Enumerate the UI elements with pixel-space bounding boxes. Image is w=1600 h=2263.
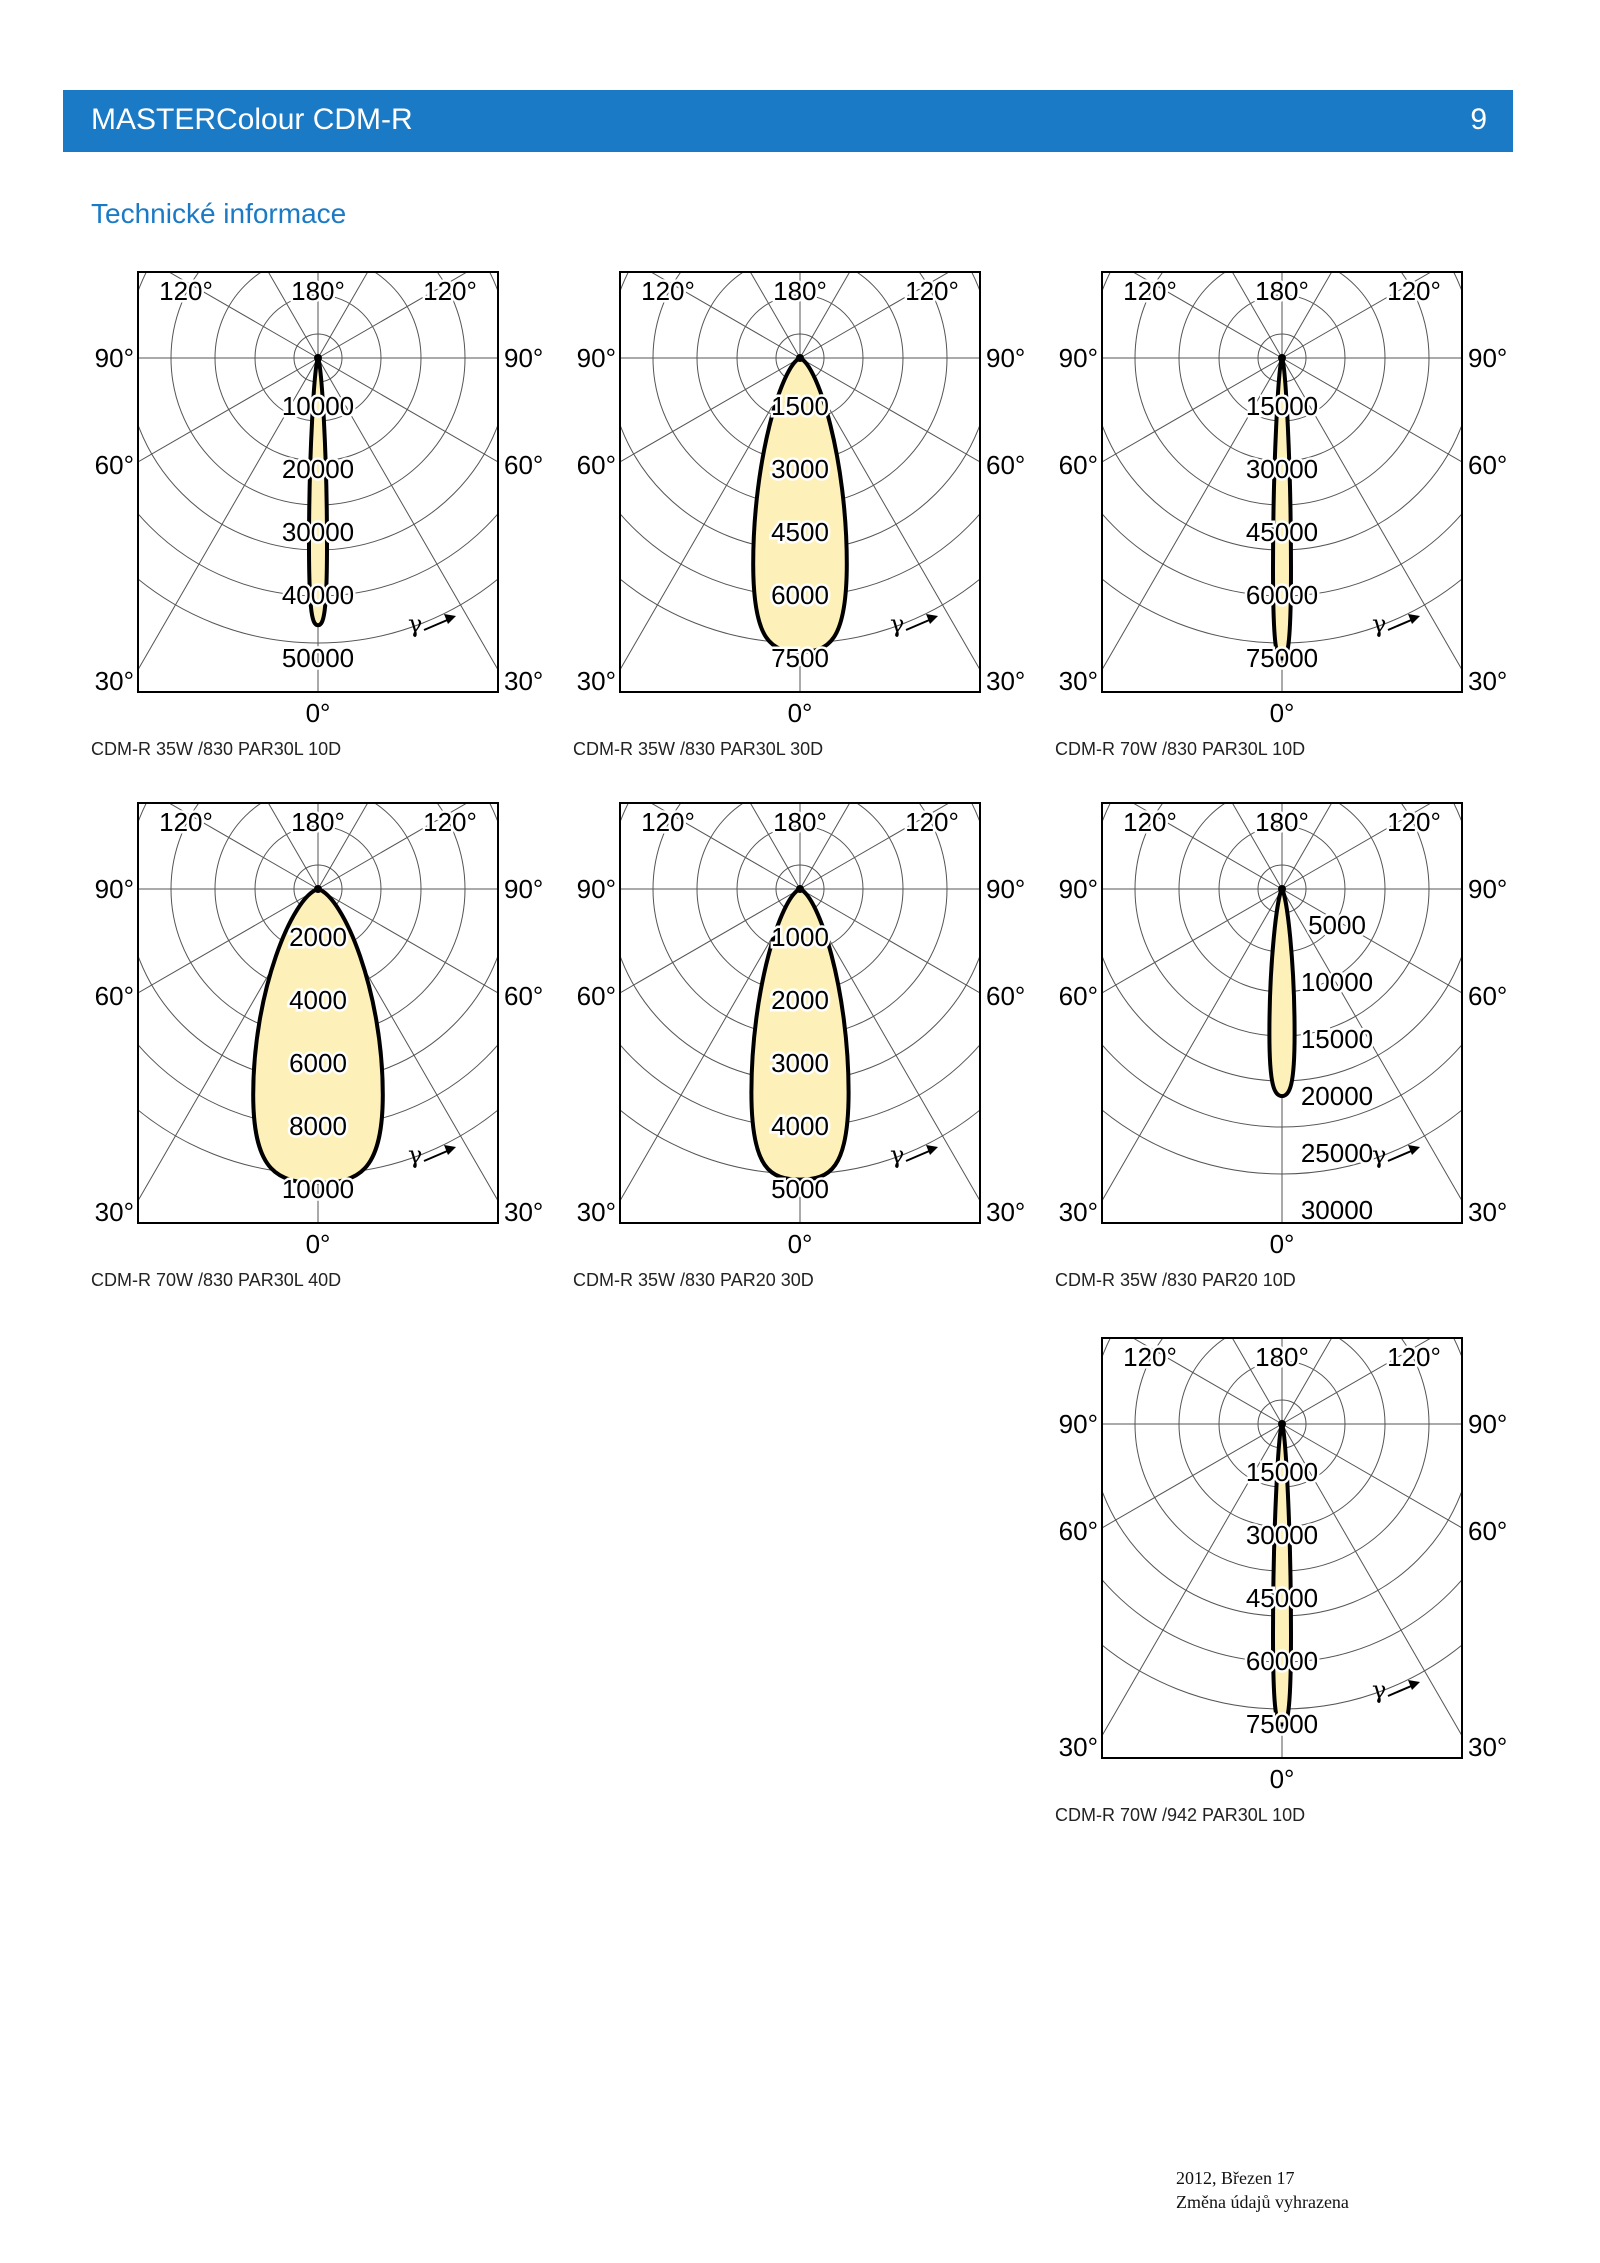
intensity-label: 30000	[1245, 454, 1319, 484]
angle-label-right-90: 90°	[1468, 874, 1508, 904]
grid-ray	[1282, 0, 1600, 358]
lamp-center	[314, 885, 322, 893]
angle-label-left-60: 60°	[1058, 450, 1098, 480]
angle-label-right-30: 30°	[1468, 1732, 1508, 1762]
lamp-center	[1278, 885, 1286, 893]
angle-label-right-90: 90°	[1468, 1409, 1508, 1439]
intensity-label: 5000	[771, 1174, 829, 1204]
angle-label-bottom: 0°	[787, 1229, 813, 1259]
intensity-label: 40000	[281, 580, 355, 610]
angle-label-top-center: 180°	[773, 276, 827, 306]
intensity-label: 30000	[1245, 1520, 1319, 1550]
grid-ray	[0, 358, 318, 758]
intensity-label: 3000	[771, 454, 829, 484]
polar-diagram-svg	[560, 793, 1026, 1259]
angle-label-right-90: 90°	[504, 343, 544, 373]
polar-diagram-svg	[1042, 793, 1508, 1259]
angle-label-top-left: 120°	[159, 807, 213, 837]
angle-label-right-30: 30°	[504, 1197, 544, 1227]
angle-label-left-60: 60°	[94, 450, 134, 480]
angle-label-top-left: 120°	[1123, 1342, 1177, 1372]
intensity-label: 2000	[289, 922, 347, 952]
angle-label-left-30: 30°	[1058, 1732, 1098, 1762]
grid-ray	[1282, 1424, 1600, 2117]
angle-label-top-left: 120°	[641, 807, 695, 837]
angle-label-left-90: 90°	[94, 343, 134, 373]
intensity-label: 15000	[1300, 1024, 1374, 1054]
angle-label-top-right: 120°	[1387, 807, 1441, 837]
angle-label-bottom: 0°	[787, 698, 813, 728]
angle-label-bottom: 0°	[305, 1229, 331, 1259]
angle-label-right-30: 30°	[986, 666, 1026, 696]
polar-diagram-svg	[1042, 1328, 1508, 1794]
intensity-label: 30000	[1300, 1195, 1374, 1225]
intensity-label: 10000	[281, 391, 355, 421]
intensity-label: 6000	[771, 580, 829, 610]
gamma-arrowhead	[1408, 1680, 1420, 1690]
grid-ray	[1282, 1424, 1600, 1824]
angle-label-left-60: 60°	[1058, 981, 1098, 1011]
intensity-label: 1000	[771, 922, 829, 952]
angle-label-right-90: 90°	[504, 874, 544, 904]
angle-label-bottom: 0°	[305, 698, 331, 728]
intensity-label: 7500	[771, 643, 829, 673]
angle-label-top-center: 180°	[1255, 807, 1309, 837]
polar-diagram-svg	[78, 793, 544, 1259]
beam-shape	[1269, 889, 1294, 1096]
angle-label-right-30: 30°	[1468, 1197, 1508, 1227]
angle-label-right-60: 60°	[504, 450, 544, 480]
section-title: Technické informace	[91, 198, 347, 229]
light-distribution-diagram	[1042, 1328, 1508, 1794]
gamma-symbol: γ	[1372, 610, 1387, 638]
angle-label-top-center: 180°	[291, 807, 345, 837]
intensity-label: 25000	[1300, 1138, 1374, 1168]
intensity-label: 75000	[1245, 1709, 1319, 1739]
angle-label-right-60: 60°	[986, 981, 1026, 1011]
angle-label-right-90: 90°	[986, 343, 1026, 373]
lamp-center	[796, 885, 804, 893]
lamp-center	[314, 354, 322, 362]
header-bar	[63, 90, 1513, 152]
gamma-arrowhead	[1408, 1145, 1420, 1155]
intensity-label: 8000	[289, 1111, 347, 1141]
intensity-label: 45000	[1245, 1583, 1319, 1613]
gamma-symbol: γ	[1372, 1141, 1387, 1169]
footer-disclaimer: Změna údajů vyhrazena	[1176, 2192, 1349, 2212]
angle-label-left-90: 90°	[576, 874, 616, 904]
angle-label-right-90: 90°	[1468, 343, 1508, 373]
angle-label-right-60: 60°	[504, 981, 544, 1011]
angle-label-top-center: 180°	[1255, 1342, 1309, 1372]
angle-label-left-30: 30°	[94, 1197, 134, 1227]
diagram-caption: CDM-R 70W /830 PAR30L 40D	[91, 1270, 342, 1290]
light-distribution-diagram	[560, 793, 1026, 1259]
angle-label-left-90: 90°	[1058, 1409, 1098, 1439]
angle-label-left-30: 30°	[94, 666, 134, 696]
angle-label-right-30: 30°	[986, 1197, 1026, 1227]
intensity-label: 3000	[771, 1048, 829, 1078]
angle-label-left-30: 30°	[1058, 666, 1098, 696]
light-distribution-diagram	[78, 793, 544, 1259]
light-distribution-diagram	[1042, 262, 1508, 728]
angle-label-top-right: 120°	[1387, 1342, 1441, 1372]
intensity-label: 60000	[1245, 1646, 1319, 1676]
lamp-center	[1278, 1420, 1286, 1428]
lamp-center	[796, 354, 804, 362]
lamp-center	[1278, 354, 1286, 362]
intensity-label: 4000	[771, 1111, 829, 1141]
light-distribution-diagram	[78, 262, 544, 728]
intensity-label: 45000	[1245, 517, 1319, 547]
intensity-label: 10000	[281, 1174, 355, 1204]
footer	[1176, 2166, 1349, 2214]
gamma-arrowhead	[926, 1145, 938, 1155]
angle-label-top-left: 120°	[1123, 807, 1177, 837]
gamma-symbol: γ	[1372, 1676, 1387, 1704]
angle-label-top-left: 120°	[1123, 276, 1177, 306]
gamma-arrowhead	[444, 614, 456, 624]
gamma-arrowhead	[444, 1145, 456, 1155]
intensity-label: 50000	[281, 643, 355, 673]
grid-ray	[589, 1424, 1282, 1824]
angle-label-right-90: 90°	[986, 874, 1026, 904]
diagram-caption: CDM-R 70W /830 PAR30L 10D	[1055, 739, 1306, 759]
diagram-caption: CDM-R 35W /830 PAR20 10D	[1055, 1270, 1296, 1290]
angle-label-top-left: 120°	[159, 276, 213, 306]
polar-diagram-svg	[1042, 262, 1508, 728]
angle-label-left-60: 60°	[1058, 1516, 1098, 1546]
angle-label-left-90: 90°	[94, 874, 134, 904]
page-number: 9	[1470, 103, 1487, 136]
light-distribution-diagram	[1042, 793, 1508, 1259]
angle-label-left-90: 90°	[1058, 874, 1098, 904]
diagram-caption: CDM-R 70W /942 PAR30L 10D	[1055, 1805, 1306, 1825]
angle-label-top-center: 180°	[773, 807, 827, 837]
document-title: MASTERColour CDM-R	[91, 103, 413, 136]
intensity-label: 60000	[1245, 580, 1319, 610]
intensity-label: 30000	[281, 517, 355, 547]
gamma-arrowhead	[1408, 614, 1420, 624]
intensity-label: 1500	[771, 391, 829, 421]
diagram-caption: CDM-R 35W /830 PAR30L 10D	[91, 739, 342, 759]
intensity-label: 15000	[1245, 391, 1319, 421]
intensity-label: 10000	[1300, 967, 1374, 997]
footer-date: 2012, Březen 17	[1176, 2168, 1295, 2188]
intensity-label: 20000	[281, 454, 355, 484]
intensity-label: 15000	[1245, 1457, 1319, 1487]
angle-label-bottom: 0°	[1269, 1764, 1295, 1794]
angle-label-left-30: 30°	[576, 1197, 616, 1227]
grid-ray	[1282, 358, 1600, 758]
intensity-label: 4500	[771, 517, 829, 547]
angle-label-left-60: 60°	[576, 981, 616, 1011]
angle-label-bottom: 0°	[1269, 1229, 1295, 1259]
angle-label-left-30: 30°	[1058, 1197, 1098, 1227]
angle-label-top-right: 120°	[905, 807, 959, 837]
angle-label-right-30: 30°	[1468, 666, 1508, 696]
angle-label-left-60: 60°	[576, 450, 616, 480]
intensity-label: 20000	[1300, 1081, 1374, 1111]
angle-label-top-right: 120°	[1387, 276, 1441, 306]
intensity-label: 2000	[771, 985, 829, 1015]
angle-label-left-90: 90°	[1058, 343, 1098, 373]
angle-label-right-60: 60°	[1468, 1516, 1508, 1546]
gamma-symbol: γ	[890, 610, 905, 638]
polar-diagram-svg	[78, 262, 544, 728]
angle-label-left-60: 60°	[94, 981, 134, 1011]
intensity-label: 75000	[1245, 643, 1319, 673]
angle-label-top-center: 180°	[291, 276, 345, 306]
intensity-label: 4000	[289, 985, 347, 1015]
diagram-caption: CDM-R 35W /830 PAR20 30D	[573, 1270, 814, 1290]
intensity-label: 6000	[289, 1048, 347, 1078]
angle-label-left-30: 30°	[576, 666, 616, 696]
grid-ray	[1282, 0, 1600, 358]
angle-label-top-right: 120°	[423, 807, 477, 837]
angle-label-bottom: 0°	[1269, 698, 1295, 728]
angle-label-right-60: 60°	[1468, 450, 1508, 480]
angle-label-left-90: 90°	[576, 343, 616, 373]
gamma-arrowhead	[926, 614, 938, 624]
angle-label-top-left: 120°	[641, 276, 695, 306]
intensity-label: 5000	[1308, 910, 1366, 940]
gamma-symbol: γ	[408, 1141, 423, 1169]
angle-label-top-right: 120°	[423, 276, 477, 306]
angle-label-right-60: 60°	[1468, 981, 1508, 1011]
gamma-symbol: γ	[890, 1141, 905, 1169]
angle-label-top-center: 180°	[1255, 276, 1309, 306]
angle-label-right-60: 60°	[986, 450, 1026, 480]
diagram-caption: CDM-R 35W /830 PAR30L 30D	[573, 739, 824, 759]
angle-label-right-30: 30°	[504, 666, 544, 696]
angle-label-top-right: 120°	[905, 276, 959, 306]
polar-diagram-svg	[560, 262, 1026, 728]
gamma-symbol: γ	[408, 610, 423, 638]
light-distribution-diagram	[560, 262, 1026, 728]
